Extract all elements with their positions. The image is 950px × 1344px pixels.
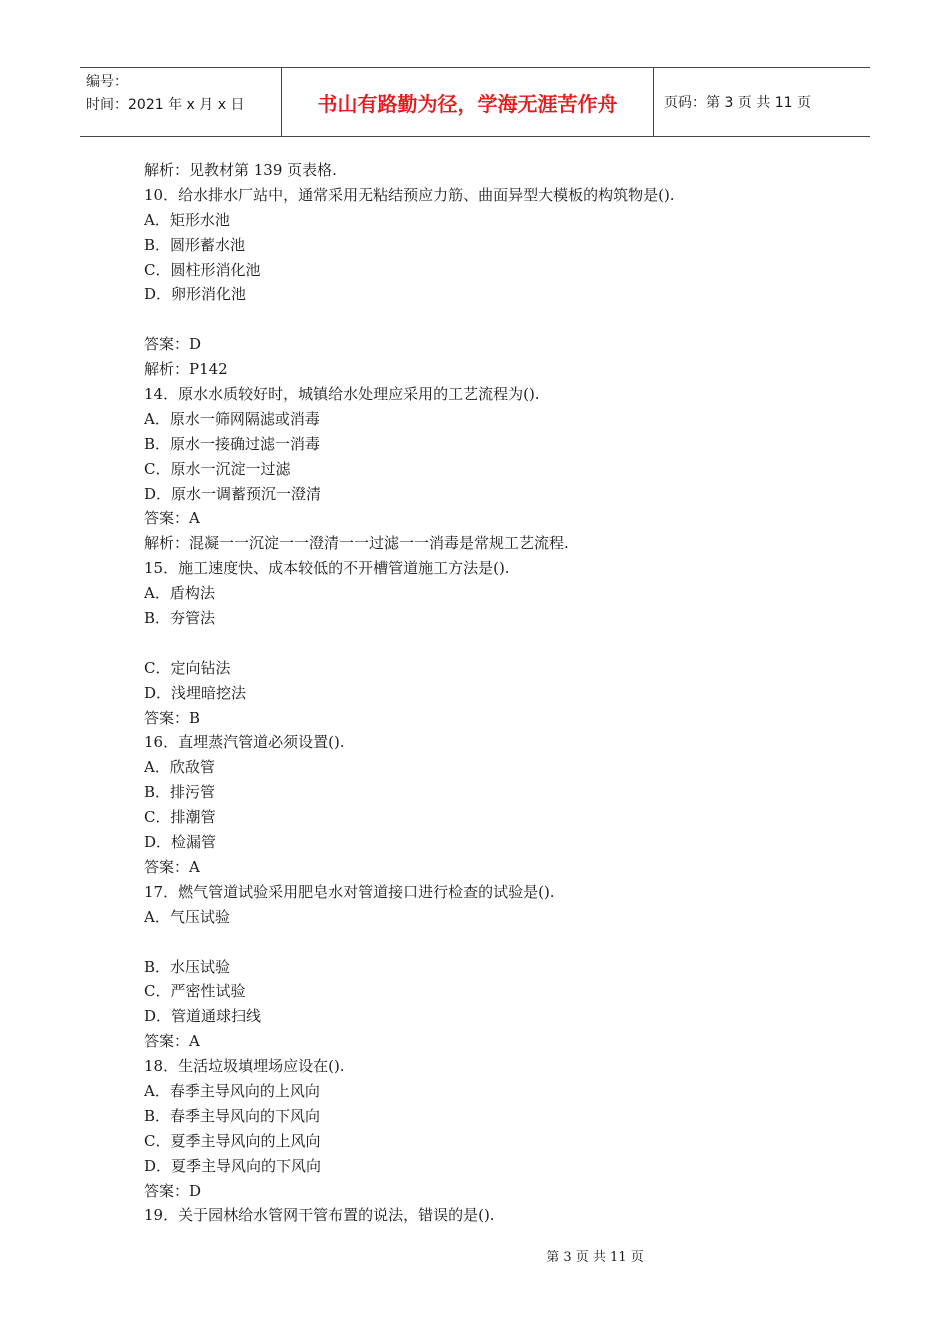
page-footer: 第 3 页 共 11 页 xyxy=(546,1250,644,1265)
text-line: D．管道通球扫线 xyxy=(144,1007,262,1026)
header-motto: 书山有路勤为径，学海无涯苦作舟 xyxy=(282,68,654,136)
text-line: 答案：A xyxy=(144,1032,200,1051)
text-line: C．圆柱形消化池 xyxy=(144,260,261,279)
text-line: D．夏季主导风向的下风向 xyxy=(144,1156,322,1175)
document-body xyxy=(144,158,844,1228)
text-line: A．欣敌管 xyxy=(144,758,215,777)
text-line: 10．给水排水厂站中，通常采用无粘结预应力筋、曲面异型大模板的构筑物是(). xyxy=(144,185,675,204)
document-number-label: 编号： xyxy=(86,74,128,90)
text-line: A．春季主导风向的上风向 xyxy=(144,1081,320,1100)
text-line: B．排污管 xyxy=(144,783,216,802)
text-line: C．定向钻法 xyxy=(144,658,231,677)
text-line: A．气压试验 xyxy=(144,907,230,926)
text-line: A．原水一筛网隔滤或消毒 xyxy=(144,409,320,428)
text-line: 18．生活垃圾填埋场应设在(). xyxy=(144,1057,345,1076)
text-line: B．春季主导风向的下风向 xyxy=(144,1106,321,1125)
text-line: 答案：D xyxy=(144,335,202,354)
header-meta xyxy=(80,68,282,136)
document-date: 时间：2021 年 x 月 x 日 xyxy=(86,97,245,113)
text-line: C．严密性试验 xyxy=(144,982,246,1001)
text-line: D．原水一调蓄预沉一澄清 xyxy=(144,484,322,503)
text-line: C．原水一沉淀一过滤 xyxy=(144,459,291,478)
text-line: 16．直埋蒸汽管道必须设置(). xyxy=(144,733,345,752)
text-line: 答案：A xyxy=(144,509,200,528)
text-line: 15．施工速度快、成本较低的不开槽管道施工方法是(). xyxy=(144,559,510,578)
text-line: 答案：D xyxy=(144,1181,202,1200)
text-line: D．检漏管 xyxy=(144,833,217,852)
text-line: B．水压试验 xyxy=(144,957,231,976)
text-line: B．夯管法 xyxy=(144,609,216,628)
text-line: 解析：混凝一一沉淀一一澄清一一过滤一一消毒是常规工艺流程. xyxy=(144,534,569,553)
text-line: 答案：B xyxy=(144,708,201,727)
text-line: C．夏季主导风向的上风向 xyxy=(144,1131,321,1150)
text-line: D．卵形消化池 xyxy=(144,285,247,304)
text-line: B．圆形蓄水池 xyxy=(144,235,246,254)
text-line: A．矩形水池 xyxy=(144,210,230,229)
header-page-info: 页码：第 3 页 共 11 页 xyxy=(664,95,811,111)
text-line: 19．关于园林给水管网干管布置的说法，错误的是(). xyxy=(144,1206,495,1225)
text-line: B．原水一接确过滤一消毒 xyxy=(144,434,321,453)
blank-line xyxy=(144,631,844,656)
blank-line xyxy=(144,307,844,332)
page-header xyxy=(80,67,870,137)
text-line: 解析：P142 xyxy=(144,360,228,379)
text-line: 17．燃气管道试验采用肥皂水对管道接口进行检查的试验是(). xyxy=(144,882,555,901)
text-line: 答案：A xyxy=(144,857,200,876)
text-line: C．排潮管 xyxy=(144,808,216,827)
text-line: 解析：见教材第 139 页表格. xyxy=(144,161,337,179)
blank-line xyxy=(144,930,844,955)
text-line: D．浅埋暗挖法 xyxy=(144,683,247,702)
text-line: A．盾构法 xyxy=(144,584,215,603)
text-line: 14．原水水质较好时，城镇给水处理应采用的工艺流程为(). xyxy=(144,385,540,404)
